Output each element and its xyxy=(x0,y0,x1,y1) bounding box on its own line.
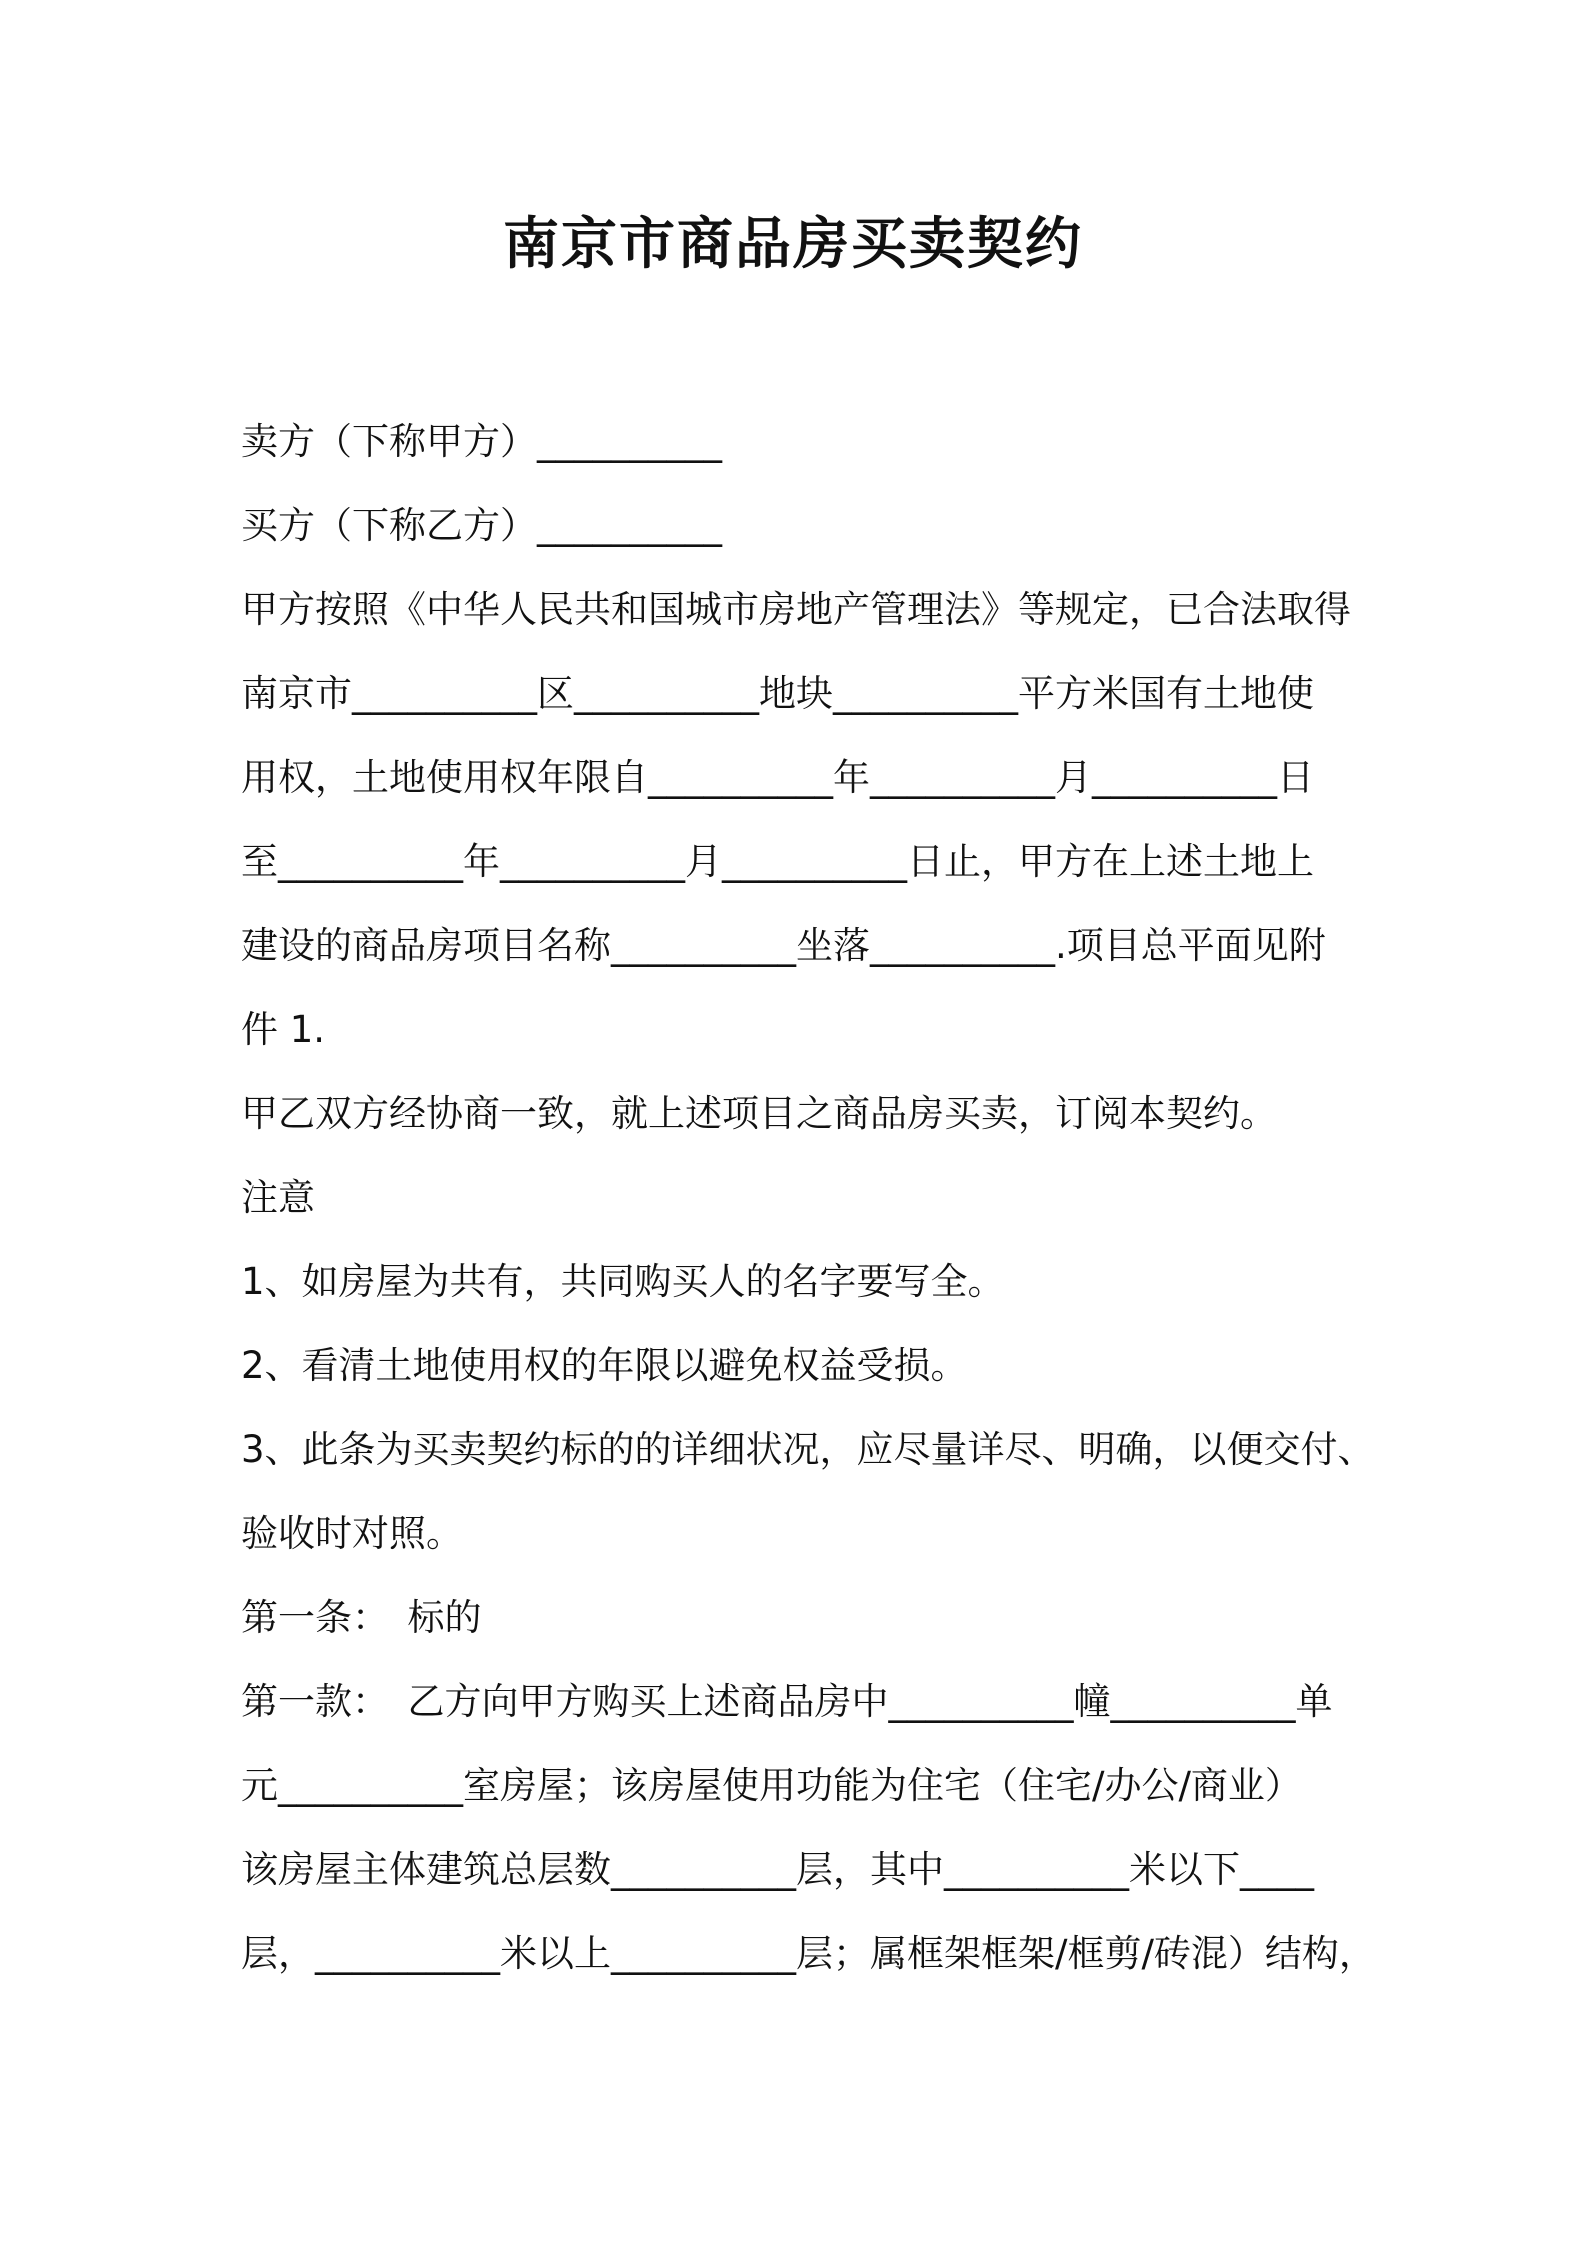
clause-line: 第一款： 乙方向甲方购买上述商品房中__________幢__________单 xyxy=(241,1680,1333,1723)
notice-item: 1、如房屋为共有，共同购买人的名字要写全。 xyxy=(241,1260,1005,1303)
paragraph-line: 至__________年__________月__________日止，甲方在上述土地上 xyxy=(241,840,1314,883)
buyer-line: 买方（下称乙方）__________ xyxy=(241,504,722,547)
document-title: 南京市商品房买卖契约 xyxy=(503,212,1083,277)
notice-item: 2、看清土地使用权的年限以避免权益受损。 xyxy=(241,1344,968,1387)
paragraph-line: 件 1. xyxy=(241,1008,326,1051)
seller-line: 卖方（下称甲方）__________ xyxy=(241,420,722,463)
article-heading: 第一条： 标的 xyxy=(241,1596,482,1639)
notice-heading: 注意 xyxy=(241,1176,315,1219)
clause-line: 层，__________米以上__________层；属框架框架/框剪/砖混）结构， xyxy=(241,1932,1376,1975)
paragraph-line: 南京市__________区__________地块__________平方米国有土地使 xyxy=(241,672,1314,715)
notice-item: 验收时对照。 xyxy=(241,1512,463,1555)
paragraph-line: 用权，土地使用权年限自__________年__________月__________日 xyxy=(241,756,1314,799)
notice-item: 3、此条为买卖契约标的的详细状况，应尽量详尽、明确，以便交付、 xyxy=(241,1428,1375,1471)
paragraph-line: 建设的商品房项目名称__________坐落__________.项目总平面见附 xyxy=(241,924,1326,967)
agreement-line: 甲乙双方经协商一致，就上述项目之商品房买卖，订阅本契约。 xyxy=(241,1092,1277,1135)
clause-line: 元__________室房屋；该房屋使用功能为住宅（住宅/办公/商业） xyxy=(241,1764,1302,1807)
document-body xyxy=(241,400,1401,1996)
clause-line: 该房屋主体建筑总层数__________层，其中__________米以下____ xyxy=(241,1848,1314,1891)
paragraph-line: 甲方按照《中华人民共和国城市房地产管理法》等规定，已合法取得 xyxy=(241,588,1351,631)
